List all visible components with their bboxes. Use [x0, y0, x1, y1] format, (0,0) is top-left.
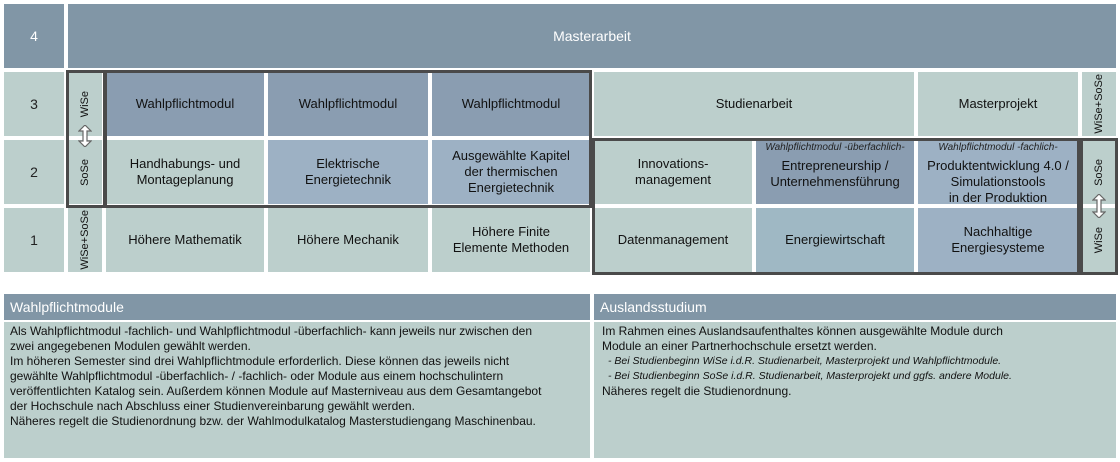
wahl-text-line: Näheres regelt die Studienordnung bzw. der Wahlmodulkatalog Masterstudiengang Maschinenbau.: [10, 414, 536, 428]
finite-elemente-module: Höhere Finite Elemente Methoden: [432, 208, 590, 272]
ausland-text-line: Im Rahmen eines Auslandsaufenthaltes können ausgewählte Module durch: [602, 324, 1003, 338]
innovationsmanagement-module: Innovations- management: [594, 140, 752, 204]
wahl-text-line: Als Wahlpflichtmodul -fachlich- und Wahlpflichtmodul -überfachlich- kann jeweils nur zwischen den: [10, 324, 533, 338]
wahl-text-line: Im höheren Semester sind drei Wahlpflichtmodule erforderlich. Diese können das jeweils nicht: [10, 354, 510, 368]
masterprojekt-module: Masterprojekt: [918, 72, 1078, 136]
datenmanagement-module: Datenmanagement: [594, 208, 752, 272]
elektrische-energietechnik-module: Elektrische Energietechnik: [268, 140, 428, 204]
semester-1-label: 1: [4, 208, 64, 272]
wahl-text-line: der Hochschule nach Abschluss einer Studienvereinbarung gewählt werden.: [10, 399, 415, 413]
ausland-bullet: - Bei Studienbeginn SoSe i.d.R. Studienarbeit, Masterprojekt und ggfs. andere Module.: [608, 370, 1012, 382]
ausland-text-line: Module an einer Partnerhochschule ersetzt werden.: [602, 339, 877, 353]
wahlpflichtmodul-3: Wahlpflichtmodul: [432, 72, 590, 136]
wise-label-left: WiSe: [68, 72, 102, 136]
wahlpflichtmodule-panel-body: [4, 322, 590, 458]
wise-sose-label-left: WiSe+SoSe: [68, 208, 102, 272]
semester-4-label: 4: [4, 4, 64, 68]
hoehere-mechanik-module: Höhere Mechanik: [268, 208, 428, 272]
semester-2-label: 2: [4, 140, 64, 204]
sose-label-right: SoSe: [1082, 140, 1116, 204]
entrepreneurship-module: Wahlpflichtmodul -überfachlich- Entrepreneurship / Unternehmensführung: [756, 140, 914, 204]
auslandsstudium-panel-title: Auslandsstudium: [594, 294, 1116, 320]
handhabungs-montageplanung-module: Handhabungs- und Montageplanung: [106, 140, 264, 204]
thermische-energietechnik-module: Ausgewählte Kapitel der thermischen Energietechnik: [432, 140, 590, 204]
semester-3-label: 3: [4, 72, 64, 136]
ausland-text-line: Näheres regelt die Studienordnung.: [602, 384, 792, 398]
wahlpflichtmodule-panel-title: Wahlpflichtmodule: [4, 294, 590, 320]
energiewirtschaft-module: Energiewirtschaft: [756, 208, 914, 272]
produktentwicklung-module: Wahlpflichtmodul -fachlich- Produktentwicklung 4.0 / Simulationstools in der Produktion: [918, 140, 1078, 204]
wahlpflichtmodul-2: Wahlpflichtmodul: [268, 72, 428, 136]
sose-label-left: SoSe: [68, 140, 102, 204]
hoehere-mathematik-module: Höhere Mathematik: [106, 208, 264, 272]
wahl-text-line: veröffentlichten Katalog sein. Außerdem können Module auf Masterniveau aus dem Gesamtangebot: [10, 384, 542, 398]
masterarbeit-module: Masterarbeit: [68, 4, 1116, 68]
wise-label-right: WiSe: [1082, 208, 1116, 272]
wahlpflichtmodul-1: Wahlpflichtmodul: [106, 72, 264, 136]
swap-arrow-right-icon: [1086, 193, 1112, 219]
studienarbeit-module: Studienarbeit: [594, 72, 914, 136]
ausland-bullet: - Bei Studienbeginn WiSe i.d.R. Studienarbeit, Masterprojekt und Wahlpflichtmodule.: [608, 355, 1002, 367]
auslandsstudium-panel-body: [594, 322, 1116, 458]
wise-sose-label-right: WiSe+SoSe: [1082, 72, 1116, 136]
wahl-text-line: zwei angegebenen Modulen gewählt werden.: [10, 339, 251, 353]
swap-arrow-left-icon: [72, 125, 98, 147]
wahl-text-line: gewählte Wahlpflichtmodul -überfachlich- / -fachlich- oder Module aus einem hochschulintern: [10, 369, 504, 383]
nachhaltige-energiesysteme-module: Nachhaltige Energiesysteme: [918, 208, 1078, 272]
